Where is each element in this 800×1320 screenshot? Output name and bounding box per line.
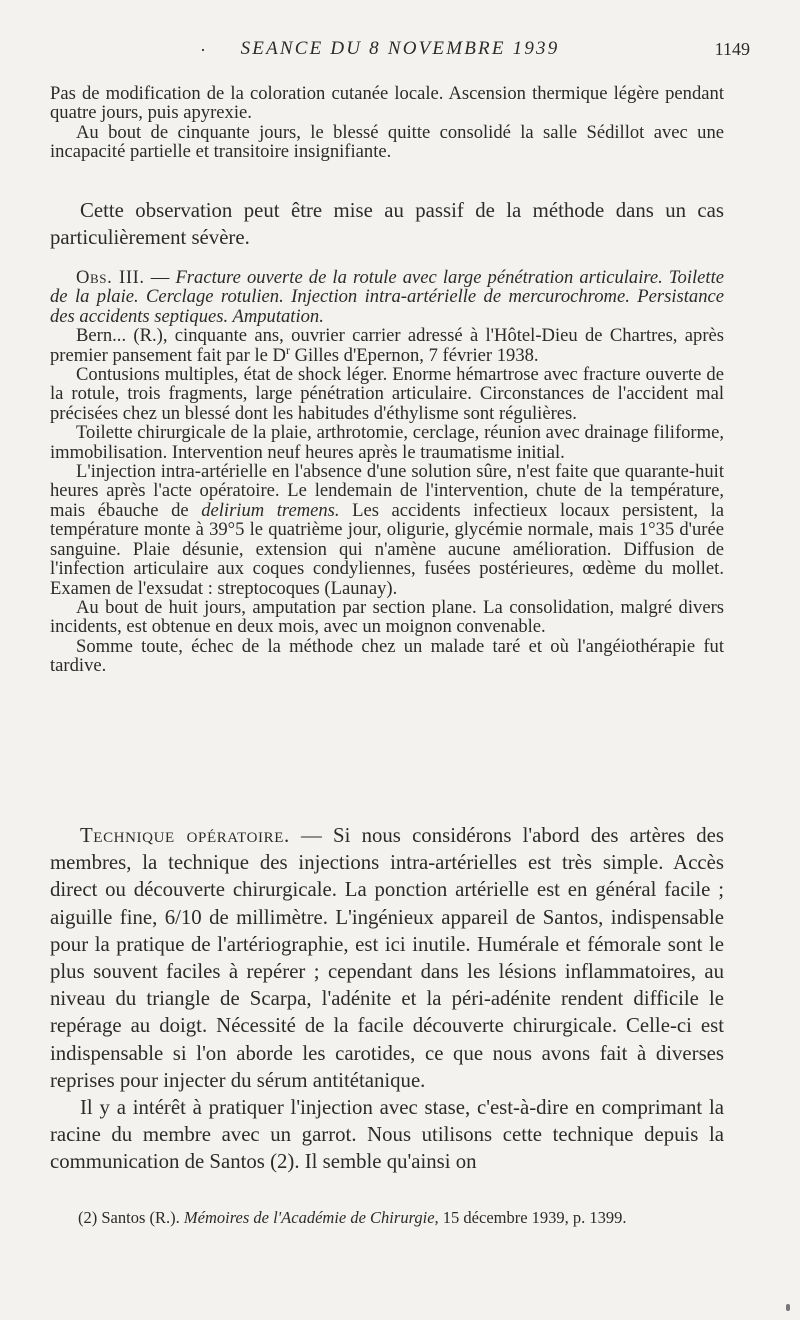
- section-label: Technique opératoire.: [80, 824, 290, 847]
- text-run: Bern... (R.), cinquante ans, ouvrier carrier adressé à l'Hôtel-Dieu de Chartres, après premier pansement fait par le D: [50, 325, 724, 366]
- paragraph: Toilette chirurgicale de la plaie, arthrotomie, cerclage, réunion avec drainage filiforme, immobilisation. Intervention neuf heures après le traumatisme initial.: [50, 422, 724, 463]
- footnote-source: Mémoires de l'Académie de Chirurgie,: [183, 1208, 439, 1227]
- header-title: SEANCE DU 8 NOVEMBRE 1939: [240, 38, 560, 59]
- footnote-text: 15 décembre 1939, p. 1399.: [438, 1208, 627, 1227]
- footnote-text: (2) Santos (R.).: [78, 1208, 184, 1227]
- paragraph: Somme toute, échec de la méthode chez un malade taré et où l'angéiothérapie fut tardive.: [50, 635, 724, 677]
- paragraph: Au bout de huit jours, amputation par section plane. La consolidation, malgré divers incidents, est obtenue en deux mois, avec un moignon convenable.: [50, 596, 724, 638]
- paragraph: Pas de modification de la coloration cutanée locale. Ascension thermique légère pendant quatre jours, puis apyrexie.: [50, 83, 724, 124]
- paragraph: Cette observation peut être mise au passif de la méthode dans un cas particulièrement sévère.: [50, 199, 724, 250]
- superscript: r: [285, 342, 290, 357]
- paragraph: Contusions multiples, état de shock léger. Enorme hémartrose avec fracture ouverte de la rotule, trois fragments, large pénétration articulaire. Circonstances de l'accident mal précisées chez un blessé dont les habitudes d'éthylisme sont régulières.: [50, 364, 724, 424]
- italic-term: delirium tremens.: [201, 499, 340, 521]
- paragraph: [50, 462, 724, 598]
- text-run: L'injection intra-artérielle en l'absence d'une solution sûre, n'est faite que quarante-huit heures après l'acte opératoire. Le lendemain de l'intervention, chute de la température, mais ébauche de: [50, 461, 724, 521]
- paragraph: Au bout de cinquante jours, le blessé quitte consolidé la salle Sédillot avec une incapacité partielle et transitoire insignifiante.: [50, 121, 724, 163]
- page-number: 1149: [714, 39, 750, 59]
- block-observation-note: [50, 197, 724, 251]
- block-continuation: [50, 84, 724, 162]
- text-run: Gilles d'Epernon, 7 février 1938.: [289, 344, 539, 366]
- running-header: [50, 38, 750, 64]
- observation-heading: Fracture ouverte de la rotule avec large pénétration articulaire. Toilette de la plaie. Cerclage rotulien. Injection intra-artérielle de mercurochrome. Persistance des accidents septiques. Amputation.: [50, 267, 725, 327]
- paragraph: [50, 822, 724, 1094]
- technique-section: [50, 822, 724, 1176]
- footnote: [78, 1208, 738, 1228]
- header-bullet: ·: [200, 40, 206, 60]
- dash: —: [289, 824, 334, 847]
- observation-label: Obs. III.: [76, 267, 145, 288]
- paragraph: [50, 326, 724, 365]
- observation-title: [50, 268, 724, 326]
- paragraph: Il y a intérêt à pratiquer l'injection avec stase, c'est-à-dire en comprimant la racine du membre avec un garrot. Nous utilisons cette technique depuis la communication de Santos (2). Il semble qu'ainsi on: [50, 1096, 724, 1174]
- observation-iii: [50, 268, 724, 676]
- ink-speck: [786, 1304, 790, 1311]
- text-run: Si nous considérons l'abord des artères des membres, la technique des injections intra-artérielles est très simple. Accès direct ou découverte chirurgicale. La ponction artérielle est en général facile ; aiguille fine, 6/10 de millimètre. L'ingénieux appareil de Santos, indispensable pour la pratique de l'artériographie, est ici inutile. Humérale et fémorale sont le plus souvent faciles à repérer ; cependant dans les lésions inflammatoires, au niveau du triangle de Scarpa, l'adénite et la péri-adénite rendent difficile le repérage au doigt. Nécessité de la facile découverte chirurgicale. Celle-ci est indispensable si l'on aborde les carotides, ce que nous avons fait à diverses reprises pour injecter du sérum antitétanique.: [50, 824, 724, 1092]
- text-run: Les accidents infectieux locaux persistent, la température monte à 39°5 le quatrième jour, oligurie, glycémie normale, mais 1°35 d'urée sanguine. Plaie désunie, extension qui n'amène aucune amélioration. Diffusion de l'infection articulaire aux coques condyliennes, fusées postérieures, œdème du mollet. Examen de l'exsudat : streptocoques (Launay).: [50, 499, 725, 599]
- dash: —: [144, 267, 176, 288]
